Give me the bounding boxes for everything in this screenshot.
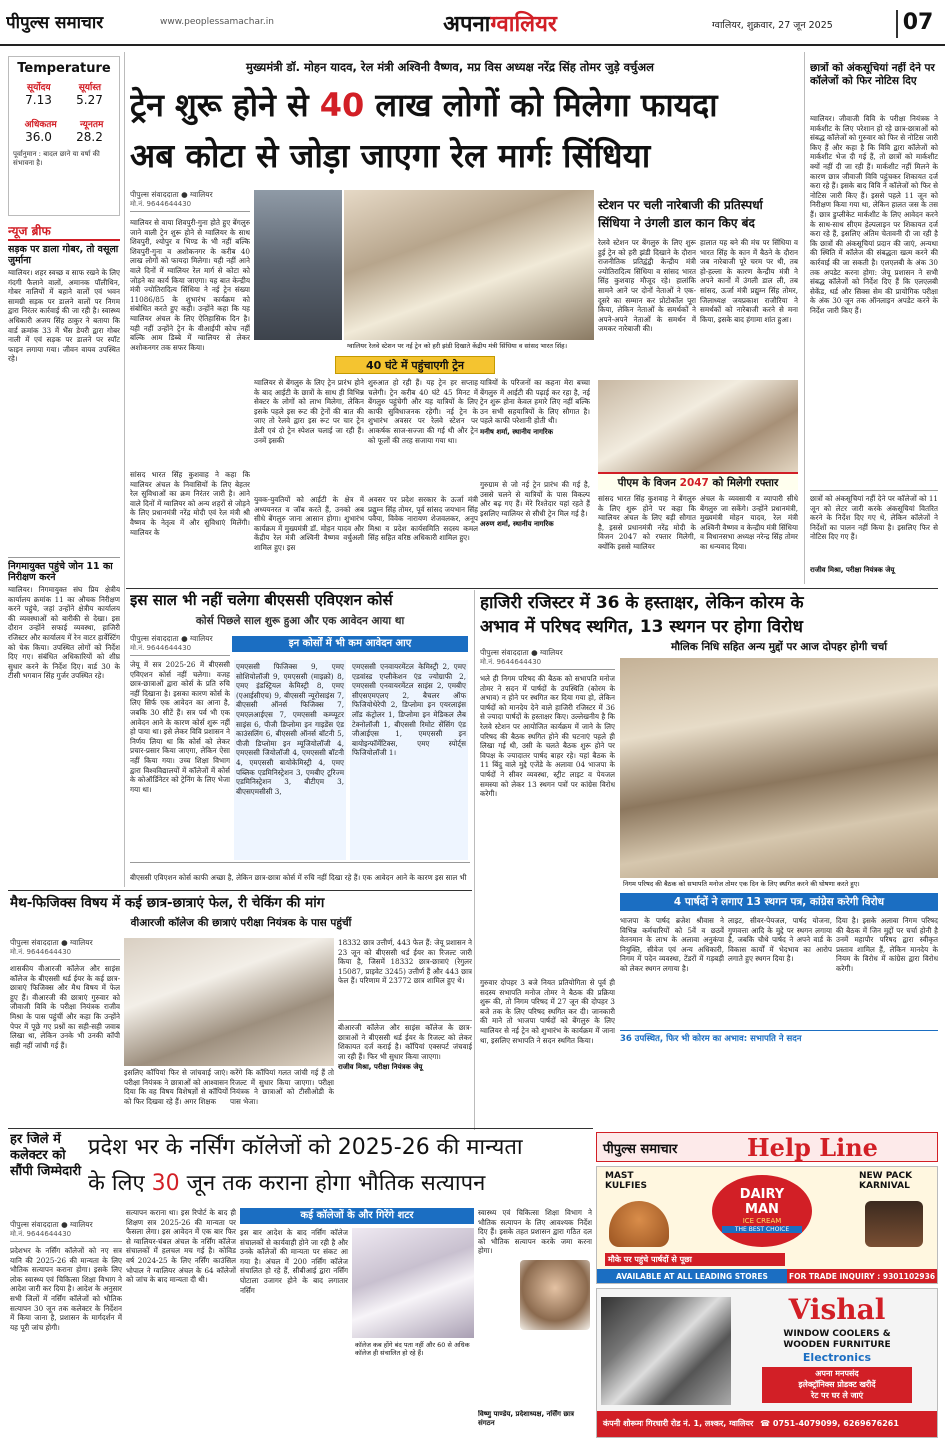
sunrise-value: 7.13: [25, 93, 52, 107]
council-photo-caption: निगम परिषद की बैठक को सभापति मनोज तोमर एक दिन के लिए स्थगित करने की घोषणा करते हुए।: [620, 878, 938, 890]
nursing-photo: [352, 1228, 474, 1338]
appliances-image: [601, 1297, 731, 1405]
ad-banner: मौके पर पहुंचे पार्षदों से पूछा: [605, 1253, 785, 1266]
math-mobile: मो.नं. 9644644430: [10, 948, 72, 956]
reaction-quote-2-by: अरुण शर्मा, स्थानीय नागरिक: [480, 520, 554, 529]
nursing-quote-by: विष्णु पाण्डेय, प्रदेशाध्यक्ष, नर्सिंग छात्र संगठन: [478, 1410, 574, 1427]
vishal-offer-2: इलेक्ट्रॉनिक्स प्रोडक्ट खरीदें: [798, 1380, 876, 1389]
nursing-byline: [10, 1220, 122, 1242]
math-stats: 18332 छात्र उत्तीर्ण, 443 फेल हैं: जेयू प्रशासन ने 23 जून को बीएससी थर्ड ईयर का रिजल्ट जारी किया है, जिसमें 18332 छात्र-छात्राएं (रेगुलर 15087, प्राइवेट 3245) उत्तीर्ण हैं और 443 छात्र फेल हैं। परिणाम में 23772 छात्र शामिल हुए थे।: [338, 938, 472, 986]
lead-body-col2: ग्वालियर से बेंगलुरु के लिए ट्रेन प्रारंभ होने के बाद आईटी के छात्रों के साथ ही विभिन्न सेक्टर के लोगों को लाभ मिलेगा, लेकिन इसके पहले इस रूट की ट्रेनों की बात की जाए तो रेलवे द्वारा इस रूट पर चार ट्रेन डेली एवं दो ट्रेन स्पेशल चलाई जा रही हैं। उनमें इसकी: [254, 378, 364, 445]
nursing-photo-caption: कॉलेज कब होंगे बंद पता नहीं और 60 से अधिक कॉलेज ही संचालित हो रहे हैं।: [352, 1340, 474, 1362]
council-headline-2: अभाव में परिषद स्थगित, 13 स्थगन पर होगा विरोध: [480, 617, 803, 637]
vishal-offer: [762, 1367, 912, 1403]
vision-text-c: को मिलेगी रफ्तार: [708, 477, 779, 489]
masthead-logo: [6, 10, 156, 36]
weather-title: Temperature: [17, 61, 111, 76]
phone-icon: ☎: [760, 1419, 771, 1428]
ad-trade-label: FOR TRADE INQUIRY :: [788, 1272, 881, 1281]
reaction-quote-1-text: यात्रियों के परिजनों का कहना मेरा बच्चा बेंगलुरु में आईटी की पढ़ाई कर रहा है, नई ट्रेन शुरू होना केवल हमारे लिए नहीं बल्कि उन सभी सहयात्रियों के लिए सौगात है। पहले काफी परेशानी होती थी।: [480, 378, 590, 426]
nursing-body-4: स्वास्थ्य एवं चिकित्सा शिक्षा विभाग ने भौतिक सत्यापन के लिए आवश्यक निर्देश दिए हैं। इसके तहत प्रशासन द्वारा गठित दल को भौतिक सत्यापन करके जमा करना होगा।: [478, 1208, 592, 1256]
math-photo: [124, 938, 334, 1066]
lead-headline-1-number: 40: [319, 86, 365, 124]
reaction-photo-banner: [598, 472, 798, 490]
vision-text-a: पीएम के विजन: [617, 477, 680, 489]
nursing-mobile: मो.नं. 9644644430: [10, 1230, 72, 1238]
lead-mobile: मो.नं. 9644644430: [130, 200, 192, 208]
bsc-byline-text: पीपुल्स संवाददाता ● ग्वालियर: [130, 634, 213, 643]
nursing-body-1: प्रदेशभर के नर्सिंग कॉलेजों को नए सत्र यानि की 2025-26 की मान्यता के लिए भौतिक सत्यापन कराना होगा। इसके लिए लोक स्वास्थ्य एवं चिकित्सा शिक्षा विभाग ने आदेश जारी कर दिया है। आदेश के अनुसार सभी जिलों में नर्सिंग कॉलेजों को भौतिक सत्यापन 30 जून तक कलेक्टर के निर्देशन में किया जाना है, प्रशासन के मार्गदर्शन में यह पूरी जांच होगी।: [10, 1246, 122, 1332]
lead-body-col4: युवक-युवतियों को आईटी के क्षेत्र में अध्ययनरत व जॉब करते हैं, उनको अब सीधे बेंगलुरु जाना आसान होगा। शुभारंभ कार्यक्रम में मुख्यमंत्री डॉ. मोहन यादव और केंद्रीय रेल मंत्री अश्विनी वैष्णव वर्चुअली शामिल हुए। इस: [254, 495, 364, 552]
reaction-body-1: रेलवे स्टेशन पर बेंगलुरु के लिए शुरू हुई ट्रेन को हरी झंडी दिखाने के दौरान राजनीतिक प्रतिद्वंद्वी केन्द्रीय मंत्री ज्योतिरादित्य सिंधिया व सांसद भारत सिंह कुशवाह मौजूद रहे। हालांकि सामने आने पर दोनों नेताओं ने एक-दूसरे का सम्मान कर प्रोटोकॉल पूरा किया, लेकिन नेताओं के समर्थकों ने अपने-अपने नेताओं के समर्थन में जमकर नारेबाजी की।: [598, 238, 696, 334]
max-temp-label: अधिकतम: [24, 120, 57, 130]
bsc-subhead: कोर्स पिछले साल शुरू हुआ और एक आवेदन आया था: [195, 615, 405, 627]
council-box-2: 36 उपस्थित, फिर भी कोरम का अभाव: सभापति ने सदन: [620, 1030, 938, 1046]
bsc-box-head: इन कोर्सों में भी कम आवेदन आए: [232, 636, 468, 652]
reaction-quote-2: [480, 480, 590, 585]
council-banner: 4 पार्षदों ने लगाए 13 स्थगन पत्र, कांग्रेस करेगी विरोध: [620, 893, 938, 911]
max-temp-value: 36.0: [25, 130, 52, 144]
math-byline: [10, 938, 120, 960]
lead-body-col1: ग्वालियर से वाया शिवपुरी-गुना होते हुए बेंगलुरु जाने वाली ट्रेन शुरू होने से ग्वालियर के साथ शिवपुरी, श्योपुर व भिण्ड के भी नहीं बल्कि शिवपुरी-गुना व अशोकनगर के करीब 40 लाख लोगों को फायदा मिलेगा। यही नहीं आने वाले दिनों में ग्वालियर रेल मार्ग से कोटा को जोड़ने का कार्य किया जाएगा। यह बात केन्द्रीय मंत्री ज्योतिरादित्य सिंधिया ने नई ट्रेन संख्या 11086/85 के शुभारंभ कार्यक्रम को संबोधित करते हुए कही। उन्होंने कहा कि यह ग्वालियर अंचल के लिए ऐतिहासिक दिन है। यही नहीं उन्होंने ट्रेन के वीआईपी कोच नहीं बल्कि आम डिब्बे में ग्वालियर से लेकर अशोकनगर तक सफर किया।: [130, 218, 250, 352]
vishal-line-2: WOODEN FURNITURE: [783, 1340, 891, 1350]
bsc-courses-1: एमएससी फिजिक्स 9, एमए सोशियोलॉजी 9, एमएससी (माइक्रो) 8, एमए इंडस्ट्रियल केमिस्ट्री 8, एमए (एआईसीएच) 9, बीएससी न्यूरोसाइंस 7, बीएससी ऑनर्स फिजिक्स 7, एमएलआईएस 7, एमएससी कम्प्यूटर साइंस 6, पीजी डिप्लोमा इन गाइडेंस एंड काउंसलिंग 6, बीएससी ऑनर्स बॉटनी 5, पीजी डिप्लोमा इन म्यूजियोलॉजी 4, एमएससी जियोलॉजी 4, एमएससी बॉटनी 4, एमएससी बायोकेमिस्ट्री 4, एमए पब्लिक एडमिनिस्ट्रेशन 3, एमबीए टूरिज्म एडमिनिस्ट्रेशन 3, बीटीएम 3, बीएसएमसीसी 3,: [234, 660, 346, 860]
brief-1-body: ग्वालियर। शहर स्वच्छ व साफ रखने के लिए गंदगी फैलाने वालों, अमानक पॉलीथिन, गोबर नालियों में बहाने वालों एवं भवन सामग्री सड़क पर डालने वालों पर निगम द्वारा निरंतर कार्रवाई की जा रही है। स्वास्थ्य अधिकारी अजय सिंह ठाकुर ने बताया कि वार्ड क्रमांक 33 में भैंस डेयरी द्वारा गोबर नाली में एवं सड़क पर डालने पर स्पॉट फाइन लगाया गया। जीवन वायव उपस्थित रहे।: [8, 268, 120, 364]
kulfi-pot-icon: [609, 1201, 669, 1247]
council-headline-1: हाजिरी रजिस्टर में 36 के हस्ताक्षर, लेकिन कोरम के: [480, 593, 804, 613]
news-brief: [8, 222, 120, 887]
bsc-quote: [130, 862, 470, 888]
nursing-headline-2: [88, 1168, 592, 1202]
section-title-black: अपना: [443, 12, 491, 37]
council-body-2: गुरुवार दोपहर 3 बजे नियत प्रतियोगिता से पूर्व ही सदस्य सभापति मनोज तोमर ने बैठक की प्रक्रिया शुरू की, तो निगम परिषद में 27 जून की दोपहर 3 बजे तक के लिए परिषद स्थगित कर दी। जानकारी की माने तो भाजपा पार्षदों को बेंगलुरु के लिए ग्वालियर से नई ट्रेन को शुभारंभ के कार्यक्रम में जाना था, इसलिए सभापति ने सदन स्थगित किया।: [480, 978, 615, 1045]
right-body-2: छात्रों को अंकसूचियां नहीं देने पर कॉलेजों को 11 जून को लेटर जारी करके अंकसूचियां वितरित करने के निर्देश दिए गए थे, लेकिन कॉलेजों ने निर्देशों का पालन नहीं किया है। इसलिए फिर से नोटिस दिए गए हैं।: [810, 494, 938, 542]
helpline-bar: [596, 1132, 938, 1162]
lead-byline-text: पीपुल्स संवाददाता ● ग्वालियर: [130, 190, 213, 199]
math-quote-text: बीआरजी कॉलेज और साइंस कॉलेज के छात्र-छात्राओं ने बीएससी थर्ड ईयर के रिजल्ट को लेकर शिकायत दर्ज कराई है। कॉपियां एक्सपर्ट जंचवाई जा रही हैं। फिर भी सुधार किया जाएगा।: [338, 1023, 472, 1061]
math-byline-text: पीपुल्स संवाददाता ● ग्वालियर: [10, 938, 93, 947]
dairyman-tag: ICE CREAM: [742, 1217, 782, 1225]
lead-body-col5: अवसर पर प्रदेश सरकार के ऊर्जा मंत्री प्रद्युम्न सिंह तोमर, पूर्व सांसद जयभान सिंह पवैया, विवेक नारायण शेजवलकर, अनूप मिश्रा व प्रदेश कार्यसमिति सदस्य कमल सिंह सहित वरिष्ठ अधिकारी शामिल हुए।: [368, 495, 478, 543]
vishal-offer-3: रेट पर घर ले जाएं: [810, 1391, 864, 1400]
sunset-value: 5.27: [76, 93, 103, 107]
council-photo: [620, 658, 938, 878]
nursing-portrait: [520, 1260, 590, 1330]
ad-dairyman[interactable]: [596, 1166, 938, 1284]
council-body-3: भाजपा के पार्षद ब्रजेश श्रीवास ने विभिन्न कर्मचारियों को 5वें व छठवें वेतनमान के लाभ के अलावा अनुकंपा नियुक्ति, सीवेज एवं अन्य अधिकारी, निगम में पदेन व्यवस्था, टेंडरों में गड़बड़ी को लेकर स्थगन लगाया है।: [620, 916, 724, 973]
reaction-headline-2: सिंधिया ने उंगली डाल कान किए बंद: [598, 216, 755, 230]
math-body-2: इसलिए कॉपियां फिर से जांचवाई जाएं। परीक्षा नियंत्रक ने छात्राओं को आश्वासन दिया कि वह विषय विशेषज्ञों से कॉपियों को फिर दिखवा रहे हैं। अगर शिक्षक: [124, 1068, 228, 1106]
news-brief-title: न्यूज ब्रीफ: [8, 222, 120, 241]
min-temp-label: न्यूनतम: [80, 120, 104, 130]
nursing-body-3: इस बार आदेश के बाद नर्सिंग कॉलेज संचालकों से कार्यवाही होने जा रही है और उनके कॉलेजों की मान्यता पर संकट आ गया है। अंचल में 200 नर्सिंग कॉलेज संचालित हो रहे हैं, सीबीआई द्वारा नर्सिंग घोटाला उजागर होने के बाद लगातार नर्सिंग: [240, 1228, 348, 1295]
nursing-box-head: कई कॉलेजों के और गिरेंगे शटर: [240, 1208, 474, 1224]
lead-kicker: मुख्यमंत्री डॉ. मोहन यादव, रेल मंत्री अश्विनी वैष्णव, मप्र विस अध्यक्ष नरेंद्र सिंह तोमर जुड़े वर्चुअल: [246, 60, 654, 74]
sunrise-label: सूर्योदय: [27, 83, 51, 93]
math-body-3: करेंगे कि कॉपियां गलत जांची गई हैं तो रिजल्ट में सुधार किया जाएगा। परीक्षा नियंत्रक ने छात्राओं को टीसीओडी के पास भेजा।: [230, 1068, 334, 1106]
vishal-brand: Vishal: [788, 1293, 886, 1326]
nursing-headline-1: प्रदेश भर के नर्सिंग कॉलेजों को 2025-26 की मान्यता: [88, 1135, 523, 1160]
lead-banner: 40 घंटे में पहुंचाएगी ट्रेन: [335, 356, 495, 374]
lead-photo-ceremony: [344, 190, 594, 340]
weather-box: [8, 56, 120, 216]
icecream-tub-icon: [865, 1201, 923, 1247]
lead-body-col3: शुरुआत हो रही हैं। यह ट्रेन हर सप्ताह चलेगी। ट्रेन करीब 40 घंटे 45 मिनट में बेंगलुरु पहुंचेगी और यह यात्रियों के लिए काफी सुविधाजनक रहेगी। नई ट्रेन के शुभारंभ अवसर पर रेलवे स्टेशन पर आकर्षक साज-सज्जा की गई थी और ट्रेन को फूलों की तरह सजाया गया था।: [368, 378, 478, 445]
section-title-red: ग्वालियर: [490, 12, 557, 37]
right-box: [810, 490, 938, 582]
dairyman-brand-top: DAIRY: [739, 1187, 785, 1202]
math-quote: [338, 1020, 472, 1124]
math-body-1: शासकीय वीआरजी कॉलेज और साइंस कॉलेज के बीएससी थर्ड ईयर के कई छात्र-छात्राएं फिजिक्स और मैथ विषय में फेल हुए हैं। वीआरजी की छात्राएं गुरुवार को जीवाजी विवि के परीक्षा नियंत्रक राजीव मिश्रा के पास पहुंचीं और कहा कि उन्होंने पेपर में पूछे गए प्रश्नों का सही-सही जवाब लिखा था, लेकिन उनके भी उनकी कॉपी सही नहीं जांची गई हैं।: [10, 964, 120, 1050]
right-headline: छात्रों को अंकसूचियां नहीं देने पर कॉलेजों को फिर नोटिस दिए: [810, 62, 935, 87]
dairyman-logo: [712, 1175, 812, 1247]
masthead: [0, 0, 945, 46]
vishal-phone: 0751-4079099, 6269676261: [772, 1419, 899, 1428]
sunset-label: सूर्यास्त: [78, 83, 101, 93]
ad-trade: [787, 1269, 937, 1284]
bsc-body: जेयू में सत्र 2025-26 में बीएससी एविएशन कोर्स नहीं चलेगा। वजह छात्र-छात्राओं द्वारा कोर्स के प्रति रुचि नहीं दिखाना है। इसका कारण कोर्स के लिए सिर्फ एक आवेदन का आना है, जबकि 30 सीटें हैं। सत्र पर्व भी एक आवेदन आने के कारण कोर्स शुरू नहीं हो पाया था। इसे लेकर विवि प्रशासन ने निर्णय लिया था कि कोर्स को लेकर प्रचार-प्रसार किया जाएगा, लेकिन ऐसा नहीं किया गया। उच्च शिक्षा विभाग द्वारा विश्वविद्यालयों में कॉलेजों में कोर्स के कोऑर्डिनेटर को ट्रेनिंग के लिए भेजा गया था।: [130, 660, 230, 794]
bsc-mobile: मो.नं. 9644644430: [130, 644, 192, 652]
vishal-line-3: Electronics: [802, 1351, 872, 1364]
ad-right-label: NEW PACK KARNIVAL: [859, 1171, 913, 1191]
bsc-headline: इस साल भी नहीं चलेगा बीएससी एविएशन कोर्स: [130, 591, 393, 609]
vishal-footer: [597, 1411, 937, 1437]
vishal-offer-1: अपना मनपसंद: [815, 1369, 859, 1378]
lead-photo-train: [254, 190, 342, 340]
nursing-headline-2a: के लिए: [88, 1171, 152, 1196]
math-subhead: वीआरजी कॉलेज की छात्राएं परीक्षा नियंत्रक के पास पहुंचीं: [130, 917, 352, 929]
lead-headline-1: [130, 84, 785, 128]
lead-headline-1c: लाख लोगों को मिलेगा फायदा: [364, 86, 718, 124]
lead-photo-caption: ग्वालियर रेलवे स्टेशन पर नई ट्रेन को हरी झंडी दिखाते केंद्रीय मंत्री सिंधिया व सांसद भारत सिंह।: [344, 340, 594, 352]
masthead-logo-text: पीपुल्स समाचार: [6, 13, 104, 33]
right-body: ग्वालियर। जीवाजी विवि के परीक्षा नियंत्रक ने मार्कशीट के लिए परेशान हो रहे छात्र-छात्राओं को संबद्ध कॉलेजों को गुरुवार को फिर से नोटिस जारी किए हैं और कहा है कि विवि द्वारा कॉलेजों को मार्कशीट भेज दी गई हैं, तो छात्रों को मार्कशीट क्यों नहीं दी जा रही हैं। मार्कशीट नहीं मिलने के कारण छात्र जीवाजी विवि पहुंचकर शिकायत दर्ज करा रहे हैं। इसके बाद विवि ने कॉलेजों को फिर से नोटिस जारी किए हैं। इससे पहले 11 जून को निरीक्षण किया गया था, लेकिन हालत जस के तस हैं। छात्र डुप्लीकेट मार्कशीट के लिए आवेदन करने के साथ-साथ सीएम हेल्पलाइन पर शिकायत दर्ज करा रहे हैं, इसलिए अंतिम चेतावनी दी जा रही है कि छात्रों की अंकसूचियां प्रदान की जाएं, अन्यथा की स्थिति में कॉलेज की संबद्धता खत्म करने की कार्रवाई की जा सकती है। एलएलबी के अंक 30 तक अपडेट करना होगा: जेयू प्रशासन ने सभी संबद्ध कॉलेजों को निर्देश दिए हैं कि एलएलबी सेकेंड, थर्ड और सिक्स सेम की प्रायोगिक परीक्षा के अंक 30 जून तक ऑनलाइन अपडेट करने के निर्देश जारी किए हैं।: [810, 114, 938, 315]
min-temp-value: 28.2: [76, 130, 103, 144]
reaction-quote-2-text: गुरुग्राम से जो नई ट्रेन प्रारंभ की गई है, उससे चलने से यात्रियों के पास विकल्प और बढ़ गए हैं। मेरे रिश्तेदार यहां रहते हैं इसलिए ग्वालियर से सीधी ट्रेन मिल गई है।: [480, 480, 590, 518]
helpline-title: Help Line: [747, 1133, 878, 1162]
council-mobile: मो.नं. 9644644430: [480, 658, 542, 666]
council-subhead: मौलिक निधि सहित अन्य मुद्दों पर आज दोपहर होगी चर्चा: [670, 641, 888, 653]
vishal-line-1: WINDOW COOLERS &: [783, 1329, 891, 1339]
dateline: ग्वालियर, शुक्रवार, 27 जून 2025: [712, 20, 833, 31]
reaction-body-4: अंचल के व्यवसायी व व्यापारी सीधे बेंगलुरु जा सकेंगे। उन्होंने प्रधानमंत्री, मुख्यमंत्री मोहन यादव, रेल मंत्री अश्विनी वैष्णव व केन्द्रीय मंत्री सिंधिया व विधानसभा अध्यक्ष नरेन्द्र सिंह तोमर का धन्यवाद दिया।: [700, 494, 798, 551]
reaction-quote-1-by: मनीष शर्मा, स्थानीय नागरिक: [480, 427, 553, 436]
lead-headline-2: अब कोटा से जोड़ा जाएगा रेल मार्गः सिंधिया: [130, 136, 651, 175]
nursing-headline-2c: जून तक कराना होगा भौतिक सत्यापन: [179, 1171, 486, 1196]
brief-2-body: ग्वालियर। निगमायुक्त संघ प्रिय क्षेत्रीय कार्यालय क्रमांक 11 का औचक निरीक्षण करने पहुंचे, जहां उन्होंने क्षेत्रीय कार्यालय की व्यवस्थाओं को बारीकी से देखा। इस दौरान उन्होंने सफाई व्यवस्था, हाजिरी रजिस्टर और कार्यालय में रेन वाटर हार्वेस्टिंग को चेक किया। उपस्थित लोगों को निर्देश दिए गए। संबंधित अधिकारियों को शीघ्र सुधार करने के निर्देश दिए। वार्ड 30 के टीसी भगवान सिंह गुर्जर उपस्थित रहे।: [8, 585, 120, 681]
ad-left-label: MAST KULFIES: [605, 1171, 647, 1191]
nursing-byline-text: पीपुल्स संवाददाता ● ग्वालियर: [10, 1220, 93, 1229]
right-signoff: राजीव मिश्रा, परीक्षा नियंत्रक जेयू: [810, 566, 895, 574]
website-url[interactable]: www.peoplessamachar.in: [160, 17, 274, 27]
council-body-5: दिया है। इसके अलावा निगम परिषद की बैठक में जिन मुद्दों पर चर्चा होनी है उनमें महापौर परिषद द्वारा स्वीकृत प्रस्ताव शामिल हैं, लेकिन मानदेय के नियम के विरोध में कांग्रेस द्वारा विरोध करेगी।: [836, 916, 938, 973]
ad-trade-phone: 9301102936: [882, 1272, 936, 1281]
weather-forecast: पूर्वानुमान : बादल छाने या वर्षा की संभावना है।: [13, 150, 100, 167]
brief-2-headline: निगमायुक्त पहुंचे जोन 11 का निरीक्षण करने: [8, 557, 120, 583]
bsc-courses-2: एमएससी एनवायरमेंटल केमिस्ट्री 2, एमए एडवांस्ड एप्लीकेशन एंड ज्योग्राफी 2, एमएससी एनवायरमेंटल साइंस 2, एमबीए सीएसएमएलए 2, बैचलर ऑफ फिजियोथेरेपी 2, डिप्लोमा इन एयरलाइंस लॉड कंट्रोलर 1, डिप्लोमा इन मेडिकल लैब टेक्नोलॉजी 1, बीएससी रिमोट सेंसिंग एंड जीआईएस 1, एमएससी इन बायोइन्फॉर्मेटिक्स, एमए स्पोर्ट्स फिजियोलॉजी 1।: [350, 660, 468, 860]
math-quote-by: राजीव मिश्रा, परीक्षा नियंत्रक जेयू: [338, 1063, 423, 1072]
nursing-side-head: हर जिले में कलेक्टर को सौंपी जिम्मेदारी: [10, 1132, 82, 1179]
nursing-body-2: सत्यापन कराना था। इस रिपोर्ट के बाद ही शिक्षण सत्र 2025-26 की मान्यता पर फैसला लेगा। इस आवेदन में एक बार फिर से ग्वालियर-चंबल अंचल के नर्सिंग कॉलेज संचालकों में हलचल मच गई है। कोविड वर्ष 2024-25 के लिए नर्सिंग काउंसिल भोपाल ने ग्वालियर अंचल के 64 कॉलेजों को जांच के बाद मान्यता दी थी।: [126, 1208, 236, 1285]
reaction-body-2: हालात यह बने की मंच पर सिंधिया व भारत सिंह के कान में बैठने के दौरान जब नारेबाजी पूरे चरम पर थी, तब हो-हल्ला के कारण केन्द्रीय मंत्री ने अपने कानों में उंगली डाल ली, तब सांसद, ऊर्जा मंत्री प्रद्युम्न सिंह तोमर, जिलाध्यक्ष जयप्रकाश राजौरिया ने समर्थकों को नारेबाजी करने से मना किया, इसके बाद हंगामा शांत हुआ।: [700, 238, 798, 324]
page-number: 07: [896, 10, 938, 38]
math-headline: मैथ-फिजिक्स विषय में कई छात्र-छात्राएं फेल, री चेकिंग की मांग: [10, 895, 325, 911]
bsc-byline: [130, 634, 230, 656]
ad-vishal[interactable]: [596, 1288, 938, 1438]
ad-stores: AVAILABLE AT ALL LEADING STORES: [597, 1269, 787, 1284]
dairyman-tagline: THE BEST CHOICE: [722, 1226, 802, 1233]
reaction-body-3: सांसद भारत सिंह कुशवाह ने बेंगलुरु के लिए शुरू होने पर कहा कि ग्वालियर अंचल के लिए बड़ी सौगात है, इससे प्रधानमंत्री नरेंद्र मोदी के विजन 2047 को रफ्तार मिलेगी, क्योंकि इससे ग्वालियर: [598, 494, 696, 551]
bsc-quote-text: बीएससी एविएशन कोर्स काफी अच्छा है, लेकिन छात्र-छात्रा कोर्स में रुचि नहीं दिखा रहे हैं। एक आवेदन आने के कारण इस साल भी: [130, 873, 467, 882]
section-title: [400, 8, 600, 38]
lead-byline: [130, 190, 250, 212]
vision-year: 2047: [679, 477, 709, 489]
dairyman-brand-bottom: MAN: [745, 1202, 779, 1217]
council-body-1: भले ही निगम परिषद की बैठक को सभापति मनोज तोमर ने सदन में पार्षदों के उपस्थिति (कोरम के अभाव) न होने पर स्थगित कर दिया गया हो, लेकिन पार्षदों को मानदेय देने वाले हाजिरी रजिस्टर में 36 से ज्यादा पार्षदों के हस्ताक्षर किए। उल्लेखनीय है कि रेलवे स्टेशन पर आयोजित कार्यक्रम में जाने के लिए परिषद की बैठक स्थगित होने की घटनाएं पहले ही लिखा गई थी, उसी के चलते बैठक शुरू होने पर विपक्ष के ज्यादातर पार्षद बाहर रहे। यहां बैठक के 11 बिंदु वाले मुद्दे एजेंडे के अलावा 04 भाजपा के पार्षदों ने सीवर व्यवस्था, स्ट्रीट लाइट व पेयजल समस्या को लेकर 13 स्थगन पत्रों पर कांग्रेस विरोध करेगी।: [480, 674, 615, 799]
council-byline-text: पीपुल्स संवाददाता ● ग्वालियर: [480, 648, 563, 657]
nursing-deadline: 30: [151, 1171, 180, 1196]
council-byline: [480, 648, 615, 670]
brief-1-headline: सड़क पर डाला गोबर, तो वसूला जुर्माना: [8, 244, 119, 266]
reaction-headline-1: स्टेशन पर चली नारेबाजी की प्रतिस्पर्धा: [598, 198, 763, 212]
lead-body-col1b: सांसद भारत सिंह कुशवाह ने कहा कि ग्वालियर अंचल के निवासियों के लिए बेहतर रेल सुविधाओं का क्रम निरंतर जारी है। आने वाले दिनों में ग्वालियर को अन्य शहरों से जोड़ने के लिए प्रधानमंत्री नरेंद्र मोदी एवं रेल मंत्री श्री वैष्णव के नेतृत्व में और सुविधाएं मिलेंगी। ग्वालियर के: [130, 470, 250, 537]
council-body-4: लाइट, सीवर-पेयजल, पार्षद योजना, गुणवत्ता आदि के मुद्दे पर स्थगन लगाया है, जबकि चौथे पार्षद ने अपने वार्ड के विकास कार्यों में भेदभाव का आरोप लगाते हुए स्थगन दिया है।: [728, 916, 832, 964]
lead-headline-1a: ट्रेन शुरू होने से: [130, 86, 320, 124]
vishal-address: कंपनी शोरूमः गिरधारी रोड नं. 1, लश्कर, ग्वालियर: [603, 1419, 754, 1428]
reaction-photo: [598, 380, 798, 472]
helpline-brand: पीपुल्स समाचार: [603, 1142, 678, 1157]
